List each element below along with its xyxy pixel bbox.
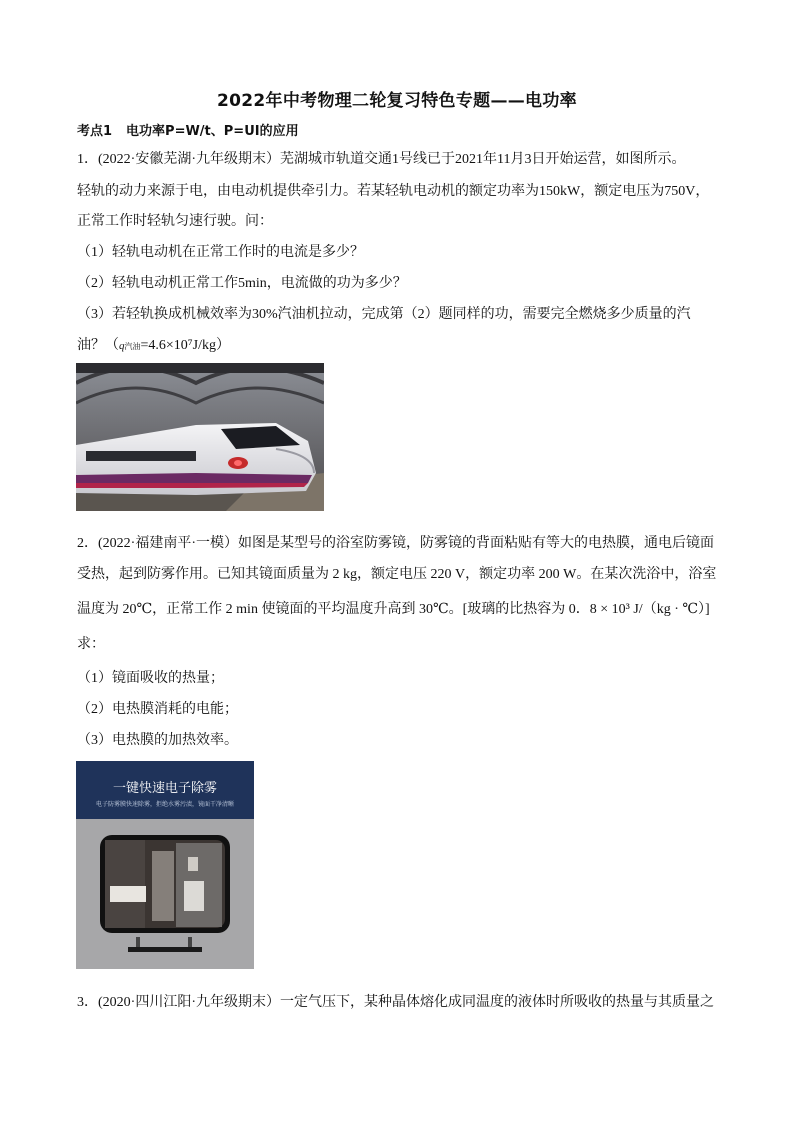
heat-value-symbol (119, 340, 141, 352)
q2-part-3: （3）电热膜的加热效率。 (77, 733, 238, 748)
q2-part-2: （2）电热膜消耗的电能； (77, 702, 238, 717)
heat-value-subscript: 汽油 (124, 342, 141, 351)
q2-part-1: （1）镜面吸收的热量； (77, 671, 224, 686)
train-illustration (76, 363, 324, 511)
q2-line-1: 2．(2022·福建南平·一模）如图是某型号的浴室防雾镜，防雾镜的背面粘贴有等大的电热膜，通电后镜面 (77, 536, 714, 551)
section-heading (77, 120, 299, 139)
mirror-subline: 电子防雾膜快速除雾，拒绝水雾污渍，镜面干净清晰 (95, 801, 234, 808)
mirror-headline: 一键快速电子除雾 (112, 781, 217, 796)
q2-line-3: 温度为 20℃，正常工作 2 min 使镜面的平均温度升高到 30℃。[玻璃的比热容为 0．8 × 10³ J/（kg · ℃）] (77, 602, 710, 617)
light-rail-train-photo (76, 363, 324, 511)
section-title: 电功率P=W/t、P=UI的应用 (126, 124, 299, 139)
anti-fog-mirror-photo (76, 761, 254, 969)
q2-line-2: 受热，起到防雾作用。已知其镜面质量为 2 kg，额定电压 220 V，额定功率 200 W。在某次洗浴中，浴室 (77, 567, 717, 582)
heat-value-q: q (119, 340, 125, 352)
q1-part-3: （3）若轻轨换成机械效率为30%汽油机拉动，完成第（2）题同样的功，需要完全燃烧多少质量的汽 (77, 307, 691, 322)
q3-line-1: 3．(2020·四川江阳·九年级期末）一定气压下，某种晶体熔化成同温度的液体时所吸收的热量与其质量之 (77, 995, 714, 1010)
q1-part-3-cont (77, 334, 230, 354)
q1-part-3-prefix: 油？（ (77, 338, 119, 353)
q1-part-2: （2）轻轨电动机正常工作5min，电流做的功为多少？ (77, 276, 407, 291)
section-label: 考点1 (77, 124, 113, 139)
q1-line-3: 正常工作时轻轨匀速行驶。问： (77, 214, 273, 229)
page-title: 2022年中考物理二轮复习特色专题——电功率 (217, 91, 577, 111)
q1-part-1: （1）轻轨电动机在正常工作时的电流是多少？ (77, 245, 364, 260)
q1-line-2: 轻轨的动力来源于电，由电动机提供牵引力。若某轻轨电动机的额定功率为150kW，额定电压为750V， (77, 184, 710, 199)
q1-part-3-suffix: =4.6×10⁷J/kg） (140, 338, 231, 353)
q1-line-1: 1．(2022·安徽芜湖·九年级期末）芜湖城市轨道交通1号线已于2021年11月3日开始运营，如图所示。 (77, 152, 686, 167)
q2-line-4: 求： (77, 637, 105, 652)
